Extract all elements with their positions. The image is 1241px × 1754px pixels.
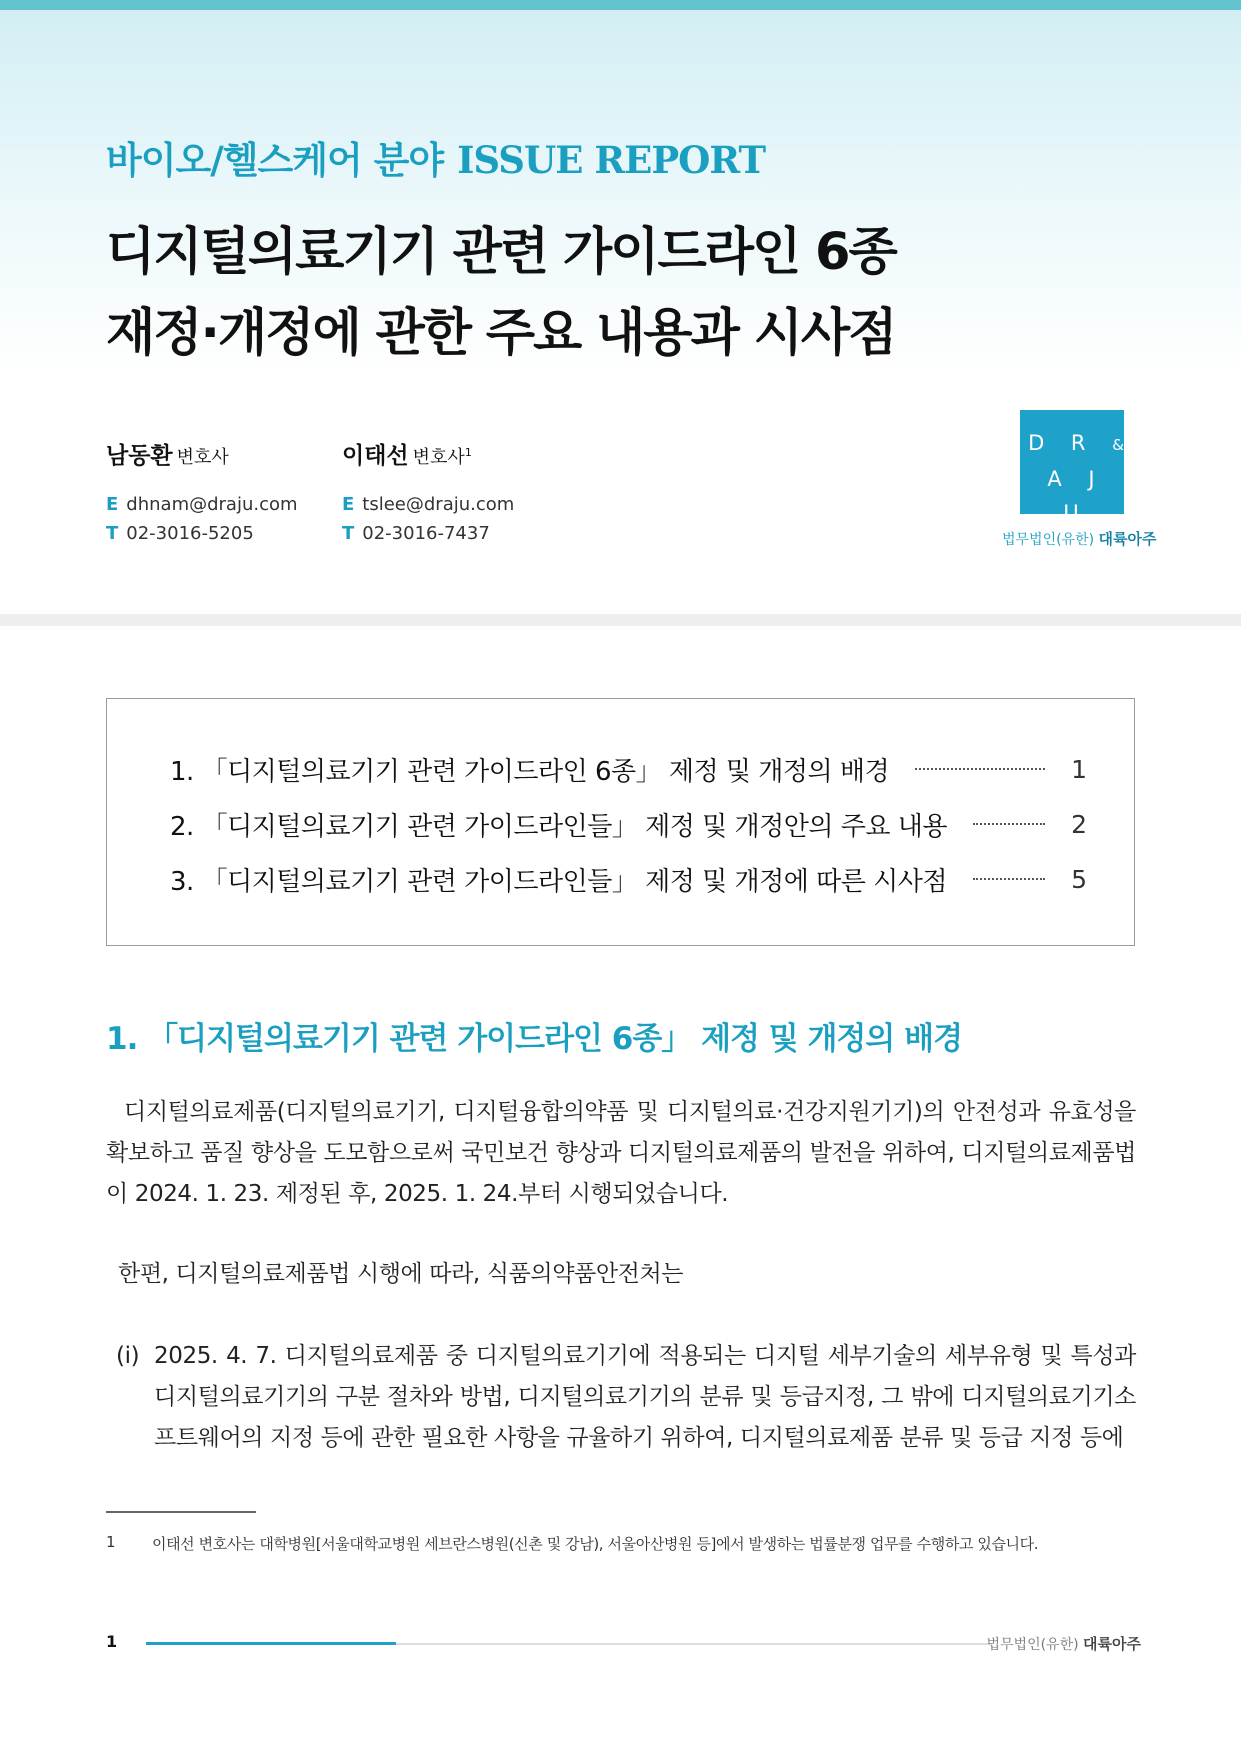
toc-item[interactable]	[170, 749, 1092, 789]
page-footer	[106, 1628, 1141, 1658]
email-label: E	[106, 494, 119, 515]
kicker-report-type: ISSUE REPORT	[457, 138, 765, 182]
footer-brand-name: 대륙아주	[1083, 1635, 1141, 1653]
report-title	[106, 212, 896, 374]
author-contact	[342, 490, 514, 548]
author-name-line	[106, 437, 298, 470]
footnote-text: 이태선 변호사는 대학병원[서울대학교병원 세브란스병원(신촌 및 강남), 서울아산병원 등]에서 발생하는 법률분쟁 업무를 수행하고 있습니다.	[152, 1535, 1039, 1553]
logo-row-2: A J U	[1047, 467, 1105, 525]
toc-item-title: 1. 「디지털의료기기 관련 가이드라인 6종」 제정 및 개정의 배경	[170, 756, 890, 787]
firm-name-main: 대륙아주	[1098, 530, 1157, 548]
numbered-item	[116, 1336, 1136, 1459]
tel-label: T	[106, 523, 119, 544]
footnote	[106, 1533, 1136, 1554]
toc-item[interactable]	[170, 859, 1092, 899]
author-role: 변호사	[176, 447, 229, 468]
firm-logo	[1020, 410, 1124, 525]
author-card	[342, 437, 514, 548]
item-text: 2025. 4. 7. 디지털의료제품 중 디지털의료기기에 적용되는 디지털 세부기술의 세부유형 및 특성과 디지털의료기기의 구분 절차와 방법, 디지털의료기기의 분류 및 등급지정, 그 밖에 디지털의료기기소프트웨어의 지정 등에 관한 필요한 사항을 규율하기 위하여, 디지털의료제품 분류 및 등급 지정 등에	[154, 1343, 1136, 1451]
footnote-divider	[106, 1511, 256, 1513]
section-heading: 1. 「디지털의료기기 관련 가이드라인 6종」 제정 및 개정의 배경	[106, 1021, 963, 1057]
header-separator	[0, 614, 1241, 626]
logo-ampersand: &	[1112, 436, 1124, 454]
author-name: 이태선	[342, 443, 409, 469]
title-line-2: 재정·개정에 관한 주요 내용과 시사점	[106, 304, 896, 363]
table-of-contents	[106, 698, 1135, 946]
author-phone: 02-3016-5205	[126, 523, 254, 544]
firm-name-prefix: 법무법인(유한)	[1002, 532, 1095, 548]
author-contact	[106, 490, 298, 548]
toc-item-title: 2. 「디지털의료기기 관련 가이드라인들」 제정 및 개정안의 주요 내용	[170, 811, 947, 842]
toc-leader-dots	[973, 823, 1045, 825]
footnote-ref[interactable]: 1	[464, 446, 472, 459]
logo-row-1: D R	[1028, 431, 1096, 455]
top-accent-strip	[0, 0, 1241, 10]
toc-leader-dots	[973, 878, 1045, 880]
toc-page-number: 1	[1071, 754, 1087, 784]
body-paragraph: 디지털의료제품(디지털의료기기, 디지털융합의약품 및 디지털의료·건강지원기기)의 안전성과 유효성을 확보하고 품질 향상을 도모함으로써 국민보건 향상과 디지털의료제품의 발전을 위하여, 디지털의료제품법이 2024. 1. 23. 제정된 후, 2025. 1. 24.부터 시행되었습니다.	[106, 1099, 1136, 1207]
author-name: 남동환	[106, 443, 173, 469]
author-email-link[interactable]: dhnam@draju.com	[126, 494, 298, 515]
firm-name	[1002, 528, 1157, 549]
toc-page-number: 5	[1071, 864, 1087, 894]
author-name-line	[342, 437, 514, 470]
footnote-number: 1	[106, 1533, 116, 1551]
author-email-link[interactable]: tslee@draju.com	[362, 494, 515, 515]
footer-brand	[987, 1633, 1142, 1654]
email-label: E	[342, 494, 355, 515]
author-card	[106, 437, 298, 548]
toc-page-number: 2	[1071, 809, 1087, 839]
title-line-1: 디지털의료기기 관련 가이드라인 6종	[106, 223, 896, 282]
footer-brand-prefix: 법무법인(유한)	[986, 1637, 1079, 1653]
item-number: (i)	[116, 1343, 140, 1369]
toc-item-title: 3. 「디지털의료기기 관련 가이드라인들」 제정 및 개정에 따른 시사점	[170, 866, 947, 897]
report-kicker	[106, 130, 765, 184]
tel-label: T	[342, 523, 355, 544]
footer-progress-bar	[146, 1642, 396, 1645]
toc-leader-dots	[915, 768, 1045, 770]
toc-item[interactable]	[170, 804, 1092, 844]
author-role: 변호사$^1$	[412, 446, 472, 468]
kicker-category: 바이오/헬스케어 분야	[106, 139, 444, 182]
author-phone: 02-3016-7437	[362, 523, 490, 544]
page-number: 1	[106, 1632, 118, 1651]
body-paragraph: 한편, 디지털의료제품법 시행에 따라, 식품의약품안전처는	[118, 1261, 684, 1287]
